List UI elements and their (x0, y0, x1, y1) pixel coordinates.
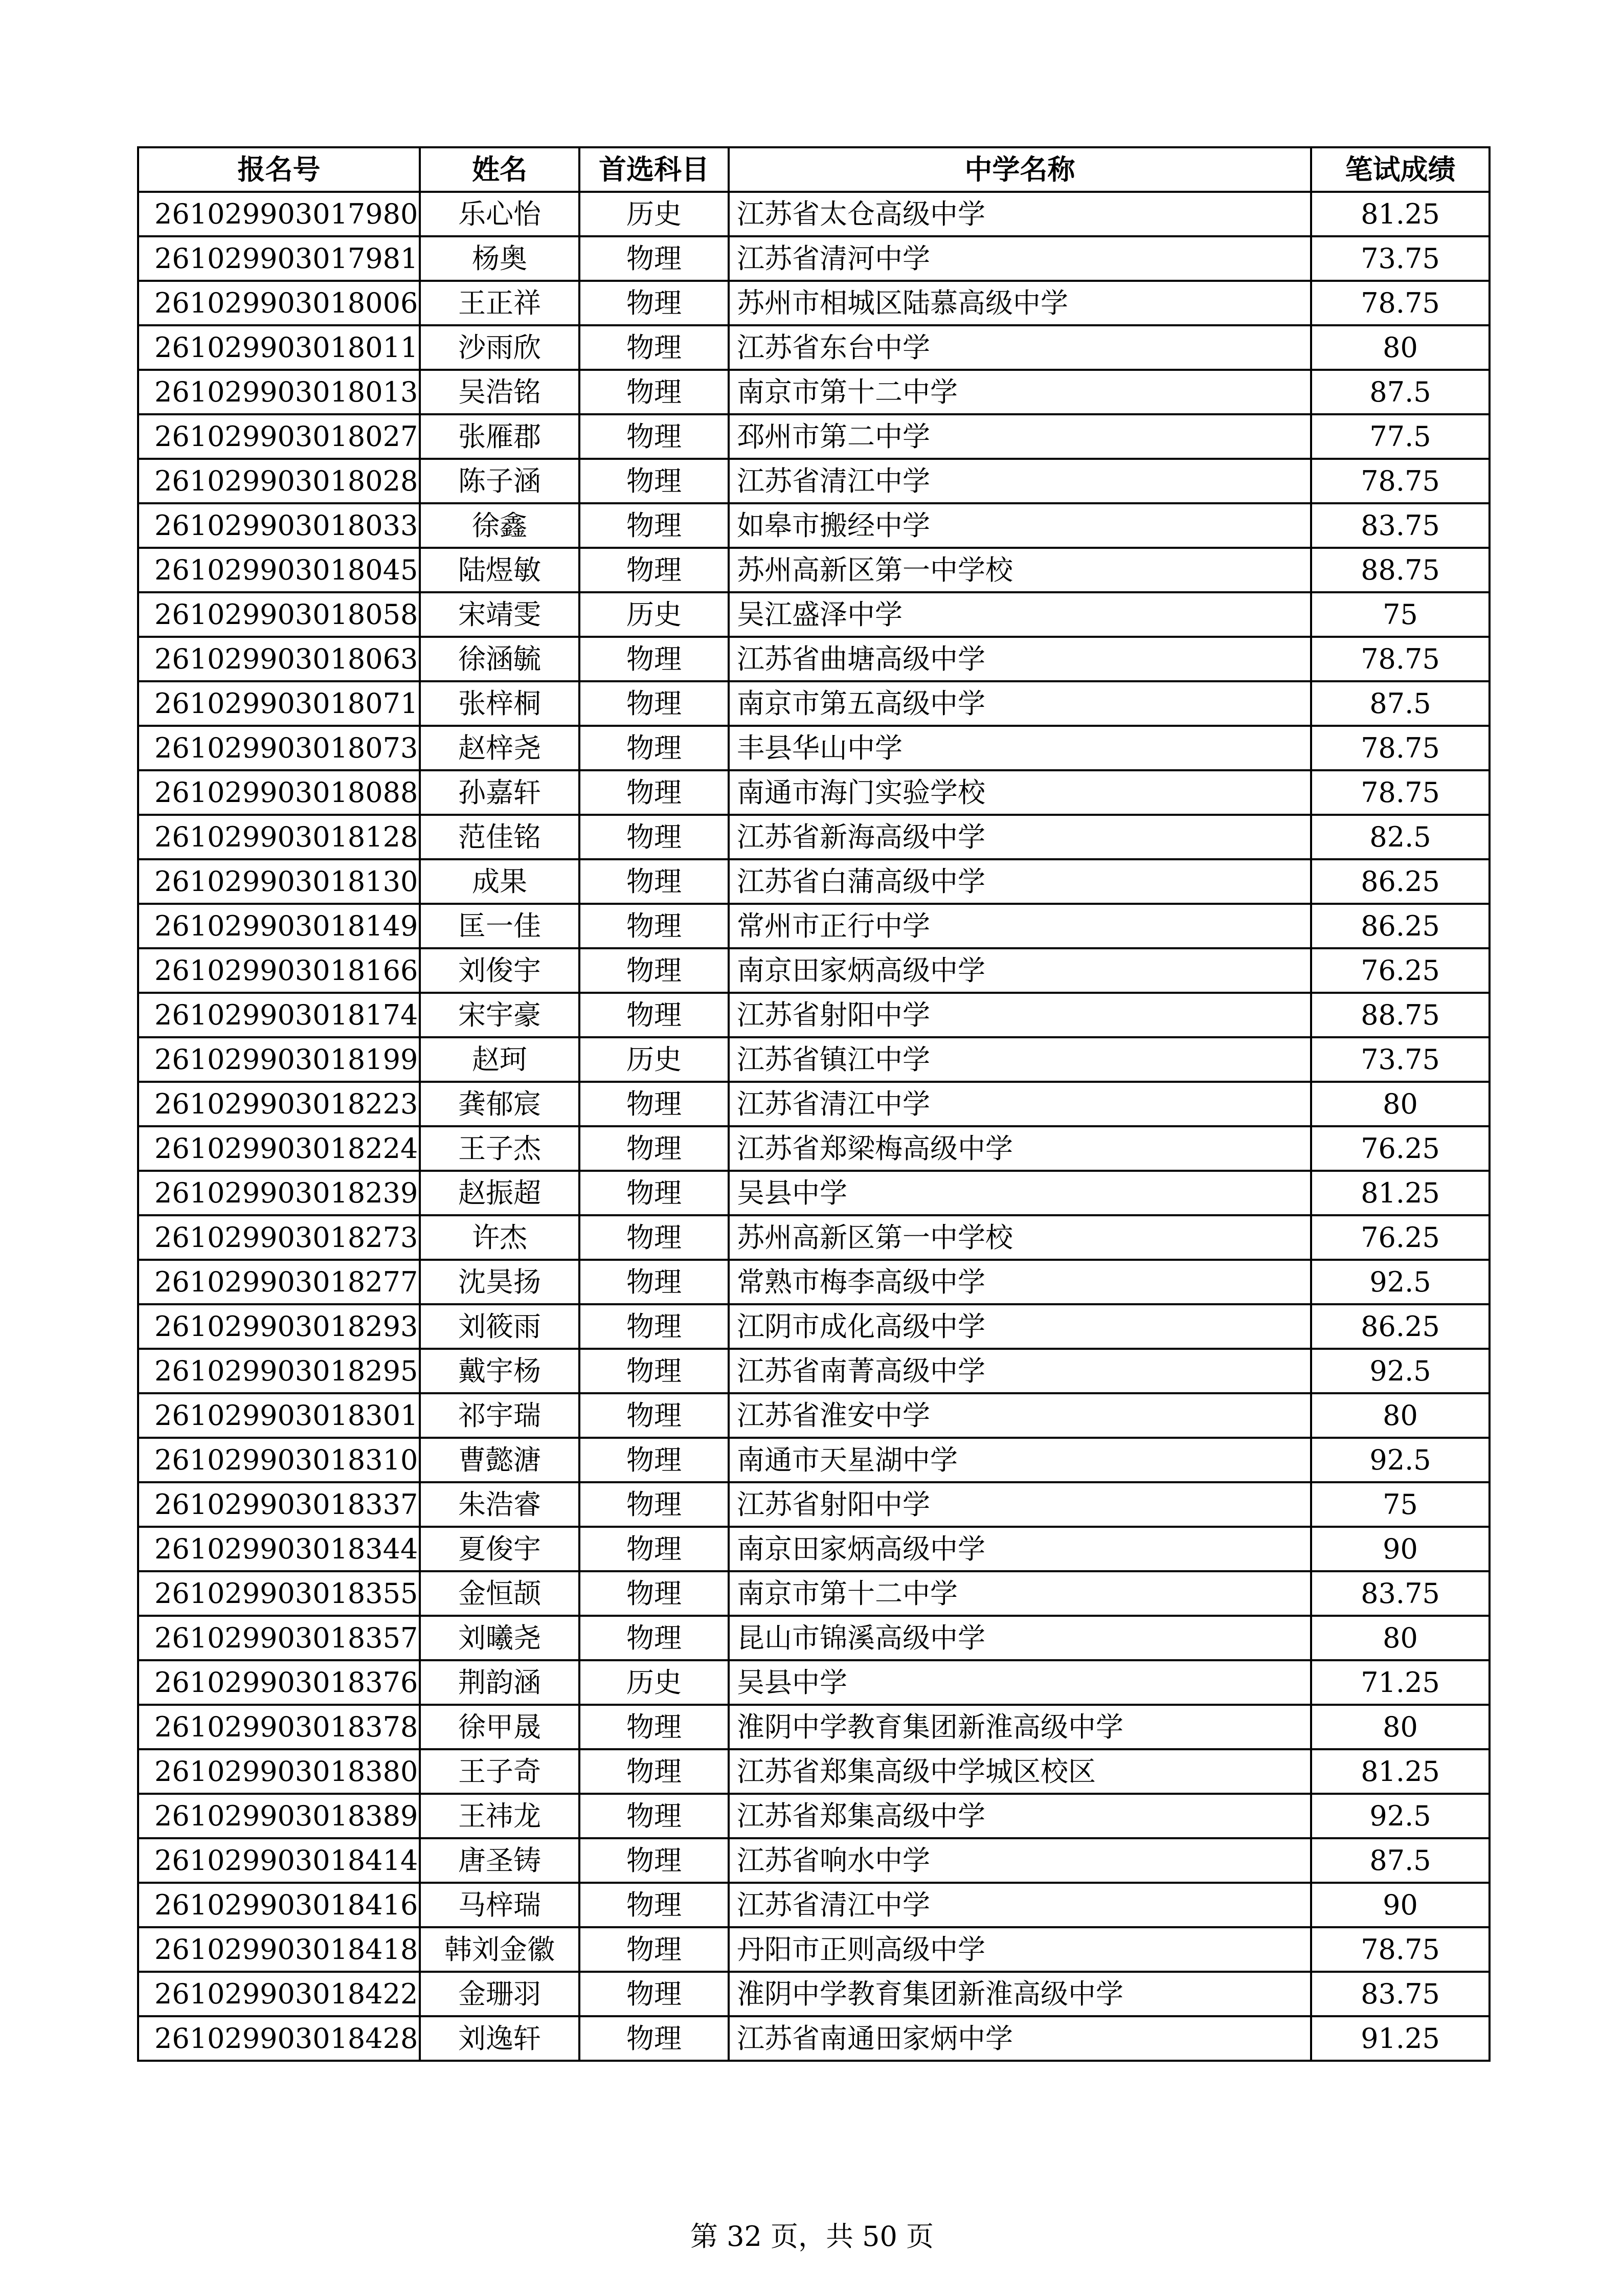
table-body (138, 192, 1490, 2061)
header-row (138, 147, 1490, 192)
score-cell: 73.75 (1311, 1037, 1490, 1082)
score-cell: 90 (1311, 1883, 1490, 1927)
school-name-cell: 昆山市锦溪高级中学 (729, 1616, 1311, 1660)
registration-number-cell: 261029903017980 (138, 192, 420, 236)
registration-number-cell: 261029903018376 (138, 1660, 420, 1705)
subject-cell: 物理 (579, 414, 729, 459)
registration-number-cell: 261029903018357 (138, 1616, 420, 1660)
table-row (138, 1171, 1490, 1215)
registration-number-cell: 261029903018033 (138, 503, 420, 548)
school-name-cell: 常熟市梅李高级中学 (729, 1260, 1311, 1304)
student-name-cell: 徐涵毓 (420, 637, 579, 681)
school-name-cell: 淮阴中学教育集团新淮高级中学 (729, 1972, 1311, 2016)
table-row (138, 548, 1490, 592)
subject-cell: 物理 (579, 1393, 729, 1438)
table-row (138, 1527, 1490, 1571)
table-row (138, 1260, 1490, 1304)
score-cell: 83.75 (1311, 1571, 1490, 1616)
subject-cell: 物理 (579, 1260, 729, 1304)
table-row (138, 236, 1490, 281)
score-cell: 80 (1311, 325, 1490, 370)
subject-cell: 物理 (579, 770, 729, 815)
score-cell: 81.25 (1311, 1171, 1490, 1215)
subject-cell: 物理 (579, 1349, 729, 1393)
student-name-cell: 马梓瑞 (420, 1883, 579, 1927)
score-cell: 77.5 (1311, 414, 1490, 459)
score-cell: 92.5 (1311, 1260, 1490, 1304)
school-name-cell: 江苏省南通田家炳中学 (729, 2016, 1311, 2061)
student-name-cell: 成果 (420, 859, 579, 904)
table-row (138, 370, 1490, 414)
table-row (138, 1705, 1490, 1749)
table-row (138, 281, 1490, 325)
subject-cell: 历史 (579, 1037, 729, 1082)
subject-cell: 物理 (579, 948, 729, 993)
table-row (138, 1482, 1490, 1527)
school-name-cell: 江苏省清江中学 (729, 1082, 1311, 1126)
table-row (138, 1082, 1490, 1126)
student-name-cell: 沈昊扬 (420, 1260, 579, 1304)
table-row (138, 637, 1490, 681)
registration-number-cell: 261029903018058 (138, 592, 420, 637)
registration-number-cell: 261029903018130 (138, 859, 420, 904)
table-row (138, 1616, 1490, 1660)
school-name-cell: 南京田家炳高级中学 (729, 948, 1311, 993)
registration-number-cell: 261029903018028 (138, 459, 420, 503)
school-name-cell: 吴县中学 (729, 1660, 1311, 1705)
student-name-cell: 许杰 (420, 1215, 579, 1260)
school-name-cell: 江苏省响水中学 (729, 1838, 1311, 1883)
header-school: 中学名称 (729, 147, 1311, 192)
score-cell: 76.25 (1311, 1215, 1490, 1260)
student-name-cell: 刘俊宇 (420, 948, 579, 993)
student-name-cell: 朱浩睿 (420, 1482, 579, 1527)
student-name-cell: 赵梓尧 (420, 726, 579, 770)
registration-number-cell: 261029903018224 (138, 1126, 420, 1171)
subject-cell: 物理 (579, 1171, 729, 1215)
table-row (138, 1438, 1490, 1482)
registration-number-cell: 261029903018344 (138, 1527, 420, 1571)
student-name-cell: 杨奥 (420, 236, 579, 281)
student-name-cell: 陈子涵 (420, 459, 579, 503)
table-row (138, 1972, 1490, 2016)
table-row (138, 815, 1490, 859)
registration-number-cell: 261029903018418 (138, 1927, 420, 1972)
score-cell: 76.25 (1311, 1126, 1490, 1171)
registration-number-cell: 261029903018088 (138, 770, 420, 815)
registration-number-cell: 261029903018380 (138, 1749, 420, 1794)
score-cell: 71.25 (1311, 1660, 1490, 1705)
page-number: 第 32 页，共 50 页 (690, 2220, 934, 2253)
score-cell: 86.25 (1311, 859, 1490, 904)
score-cell: 73.75 (1311, 236, 1490, 281)
school-name-cell: 江苏省新海高级中学 (729, 815, 1311, 859)
score-cell: 91.25 (1311, 2016, 1490, 2061)
table-row (138, 770, 1490, 815)
registration-number-cell: 261029903018045 (138, 548, 420, 592)
score-cell: 80 (1311, 1616, 1490, 1660)
score-cell: 78.75 (1311, 726, 1490, 770)
registration-number-cell: 261029903018071 (138, 681, 420, 726)
registration-number-cell: 261029903018310 (138, 1438, 420, 1482)
registration-number-cell: 261029903018223 (138, 1082, 420, 1126)
student-name-cell: 乐心怡 (420, 192, 579, 236)
student-name-cell: 龚郁宸 (420, 1082, 579, 1126)
results-table (137, 146, 1491, 2062)
registration-number-cell: 261029903018416 (138, 1883, 420, 1927)
student-name-cell: 刘筱雨 (420, 1304, 579, 1349)
table-row (138, 948, 1490, 993)
student-name-cell: 张雁郡 (420, 414, 579, 459)
student-name-cell: 王祎龙 (420, 1794, 579, 1838)
student-name-cell: 徐鑫 (420, 503, 579, 548)
school-name-cell: 苏州市相城区陆慕高级中学 (729, 281, 1311, 325)
subject-cell: 物理 (579, 1705, 729, 1749)
table-row (138, 993, 1490, 1037)
score-cell: 80 (1311, 1705, 1490, 1749)
table-row (138, 1838, 1490, 1883)
table-row (138, 1660, 1490, 1705)
table-row (138, 1126, 1490, 1171)
school-name-cell: 苏州高新区第一中学校 (729, 1215, 1311, 1260)
registration-number-cell: 261029903018293 (138, 1304, 420, 1349)
subject-cell: 物理 (579, 681, 729, 726)
school-name-cell: 如皋市搬经中学 (729, 503, 1311, 548)
subject-cell: 物理 (579, 503, 729, 548)
table-row (138, 904, 1490, 948)
school-name-cell: 丰县华山中学 (729, 726, 1311, 770)
score-cell: 80 (1311, 1082, 1490, 1126)
school-name-cell: 江苏省太仓高级中学 (729, 192, 1311, 236)
score-cell: 78.75 (1311, 770, 1490, 815)
registration-number-cell: 261029903018277 (138, 1260, 420, 1304)
header-registration-number: 报名号 (138, 147, 420, 192)
registration-number-cell: 261029903018128 (138, 815, 420, 859)
subject-cell: 物理 (579, 637, 729, 681)
subject-cell: 物理 (579, 1304, 729, 1349)
registration-number-cell: 261029903018295 (138, 1349, 420, 1393)
score-cell: 86.25 (1311, 1304, 1490, 1349)
student-name-cell: 荆韵涵 (420, 1660, 579, 1705)
registration-number-cell: 261029903018273 (138, 1215, 420, 1260)
subject-cell: 物理 (579, 370, 729, 414)
registration-number-cell: 261029903018301 (138, 1393, 420, 1438)
score-cell: 92.5 (1311, 1438, 1490, 1482)
subject-cell: 物理 (579, 1438, 729, 1482)
school-name-cell: 江苏省曲塘高级中学 (729, 637, 1311, 681)
table-row (138, 1571, 1490, 1616)
table-row (138, 1215, 1490, 1260)
score-cell: 81.25 (1311, 192, 1490, 236)
student-name-cell: 孙嘉轩 (420, 770, 579, 815)
school-name-cell: 江苏省淮安中学 (729, 1393, 1311, 1438)
registration-number-cell: 261029903018337 (138, 1482, 420, 1527)
score-cell: 86.25 (1311, 904, 1490, 948)
school-name-cell: 江苏省清河中学 (729, 236, 1311, 281)
registration-number-cell: 261029903018149 (138, 904, 420, 948)
score-cell: 80 (1311, 1393, 1490, 1438)
score-cell: 87.5 (1311, 681, 1490, 726)
subject-cell: 历史 (579, 192, 729, 236)
registration-number-cell: 261029903018378 (138, 1705, 420, 1749)
student-name-cell: 刘曦尧 (420, 1616, 579, 1660)
school-name-cell: 江阴市成化高级中学 (729, 1304, 1311, 1349)
registration-number-cell: 261029903018063 (138, 637, 420, 681)
score-cell: 76.25 (1311, 948, 1490, 993)
registration-number-cell: 261029903018073 (138, 726, 420, 770)
student-name-cell: 赵珂 (420, 1037, 579, 1082)
table-row (138, 1037, 1490, 1082)
school-name-cell: 淮阴中学教育集团新淮高级中学 (729, 1705, 1311, 1749)
subject-cell: 物理 (579, 325, 729, 370)
table-row (138, 1794, 1490, 1838)
table-row (138, 503, 1490, 548)
subject-cell: 物理 (579, 1126, 729, 1171)
subject-cell: 物理 (579, 1927, 729, 1972)
subject-cell: 物理 (579, 281, 729, 325)
score-cell: 82.5 (1311, 815, 1490, 859)
school-name-cell: 苏州高新区第一中学校 (729, 548, 1311, 592)
subject-cell: 物理 (579, 459, 729, 503)
subject-cell: 物理 (579, 1082, 729, 1126)
subject-cell: 物理 (579, 1527, 729, 1571)
school-name-cell: 江苏省镇江中学 (729, 1037, 1311, 1082)
student-name-cell: 金珊羽 (420, 1972, 579, 2016)
subject-cell: 物理 (579, 548, 729, 592)
subject-cell: 物理 (579, 1749, 729, 1794)
table-row (138, 1927, 1490, 1972)
school-name-cell: 江苏省白蒲高级中学 (729, 859, 1311, 904)
student-name-cell: 戴宇杨 (420, 1349, 579, 1393)
student-name-cell: 徐甲晟 (420, 1705, 579, 1749)
subject-cell: 物理 (579, 1883, 729, 1927)
subject-cell: 物理 (579, 726, 729, 770)
school-name-cell: 江苏省郑集高级中学 (729, 1794, 1311, 1838)
score-cell: 83.75 (1311, 1972, 1490, 2016)
table-row (138, 2016, 1490, 2061)
table-row (138, 859, 1490, 904)
score-cell: 88.75 (1311, 548, 1490, 592)
school-name-cell: 江苏省郑梁梅高级中学 (729, 1126, 1311, 1171)
score-cell: 83.75 (1311, 503, 1490, 548)
school-name-cell: 江苏省清江中学 (729, 1883, 1311, 1927)
school-name-cell: 江苏省郑集高级中学城区校区 (729, 1749, 1311, 1794)
score-cell: 87.5 (1311, 370, 1490, 414)
score-cell: 92.5 (1311, 1794, 1490, 1838)
student-name-cell: 王正祥 (420, 281, 579, 325)
student-name-cell: 范佳铭 (420, 815, 579, 859)
school-name-cell: 江苏省东台中学 (729, 325, 1311, 370)
registration-number-cell: 261029903018414 (138, 1838, 420, 1883)
school-name-cell: 江苏省清江中学 (729, 459, 1311, 503)
student-name-cell: 吴浩铭 (420, 370, 579, 414)
header-subject: 首选科目 (579, 147, 729, 192)
subject-cell: 物理 (579, 1616, 729, 1660)
registration-number-cell: 261029903018422 (138, 1972, 420, 2016)
registration-number-cell: 261029903018355 (138, 1571, 420, 1616)
registration-number-cell: 261029903018011 (138, 325, 420, 370)
registration-number-cell: 261029903017981 (138, 236, 420, 281)
school-name-cell: 南京市第五高级中学 (729, 681, 1311, 726)
subject-cell: 历史 (579, 592, 729, 637)
school-name-cell: 江苏省南菁高级中学 (729, 1349, 1311, 1393)
registration-number-cell: 261029903018006 (138, 281, 420, 325)
student-name-cell: 匡一佳 (420, 904, 579, 948)
score-cell: 87.5 (1311, 1838, 1490, 1883)
subject-cell: 物理 (579, 236, 729, 281)
score-cell: 78.75 (1311, 459, 1490, 503)
table-row (138, 1349, 1490, 1393)
subject-cell: 历史 (579, 1660, 729, 1705)
score-cell: 78.75 (1311, 637, 1490, 681)
school-name-cell: 江苏省射阳中学 (729, 1482, 1311, 1527)
student-name-cell: 赵振超 (420, 1171, 579, 1215)
table-row (138, 592, 1490, 637)
header-name: 姓名 (420, 147, 579, 192)
student-name-cell: 唐圣铸 (420, 1838, 579, 1883)
student-name-cell: 王子杰 (420, 1126, 579, 1171)
student-name-cell: 金恒颉 (420, 1571, 579, 1616)
score-cell: 88.75 (1311, 993, 1490, 1037)
table-header (138, 147, 1490, 192)
school-name-cell: 常州市正行中学 (729, 904, 1311, 948)
student-name-cell: 祁宇瑞 (420, 1393, 579, 1438)
subject-cell: 物理 (579, 1482, 729, 1527)
subject-cell: 物理 (579, 904, 729, 948)
student-name-cell: 曹懿溏 (420, 1438, 579, 1482)
table-row (138, 681, 1490, 726)
score-cell: 78.75 (1311, 281, 1490, 325)
registration-number-cell: 261029903018239 (138, 1171, 420, 1215)
table-row (138, 325, 1490, 370)
registration-number-cell: 261029903018174 (138, 993, 420, 1037)
registration-number-cell: 261029903018166 (138, 948, 420, 993)
school-name-cell: 南京市第十二中学 (729, 1571, 1311, 1616)
subject-cell: 物理 (579, 1571, 729, 1616)
student-name-cell: 张梓桐 (420, 681, 579, 726)
table-row (138, 459, 1490, 503)
subject-cell: 物理 (579, 1838, 729, 1883)
subject-cell: 物理 (579, 859, 729, 904)
student-name-cell: 陆煜敏 (420, 548, 579, 592)
score-cell: 81.25 (1311, 1749, 1490, 1794)
registration-number-cell: 261029903018199 (138, 1037, 420, 1082)
score-cell: 75 (1311, 1482, 1490, 1527)
table-row (138, 1883, 1490, 1927)
school-name-cell: 南通市海门实验学校 (729, 770, 1311, 815)
table-row (138, 726, 1490, 770)
registration-number-cell: 261029903018013 (138, 370, 420, 414)
school-name-cell: 南京市第十二中学 (729, 370, 1311, 414)
table-row (138, 414, 1490, 459)
subject-cell: 物理 (579, 2016, 729, 2061)
subject-cell: 物理 (579, 815, 729, 859)
student-name-cell: 刘逸轩 (420, 2016, 579, 2061)
registration-number-cell: 261029903018027 (138, 414, 420, 459)
student-name-cell: 韩刘金徽 (420, 1927, 579, 1972)
score-cell: 90 (1311, 1527, 1490, 1571)
table-row (138, 1393, 1490, 1438)
subject-cell: 物理 (579, 1972, 729, 2016)
registration-number-cell: 261029903018428 (138, 2016, 420, 2061)
school-name-cell: 吴江盛泽中学 (729, 592, 1311, 637)
school-name-cell: 吴县中学 (729, 1171, 1311, 1215)
school-name-cell: 丹阳市正则高级中学 (729, 1927, 1311, 1972)
subject-cell: 物理 (579, 1215, 729, 1260)
student-name-cell: 沙雨欣 (420, 325, 579, 370)
subject-cell: 物理 (579, 993, 729, 1037)
score-cell: 92.5 (1311, 1349, 1490, 1393)
school-name-cell: 南京田家炳高级中学 (729, 1527, 1311, 1571)
score-cell: 75 (1311, 592, 1490, 637)
student-name-cell: 宋靖雯 (420, 592, 579, 637)
student-name-cell: 夏俊宇 (420, 1527, 579, 1571)
school-name-cell: 江苏省射阳中学 (729, 993, 1311, 1037)
registration-number-cell: 261029903018389 (138, 1794, 420, 1838)
table-row (138, 192, 1490, 236)
table-row (138, 1304, 1490, 1349)
student-name-cell: 王子奇 (420, 1749, 579, 1794)
score-cell: 78.75 (1311, 1927, 1490, 1972)
school-name-cell: 南通市天星湖中学 (729, 1438, 1311, 1482)
student-name-cell: 宋宇豪 (420, 993, 579, 1037)
header-score: 笔试成绩 (1311, 147, 1490, 192)
subject-cell: 物理 (579, 1794, 729, 1838)
table-row (138, 1749, 1490, 1794)
school-name-cell: 邳州市第二中学 (729, 414, 1311, 459)
